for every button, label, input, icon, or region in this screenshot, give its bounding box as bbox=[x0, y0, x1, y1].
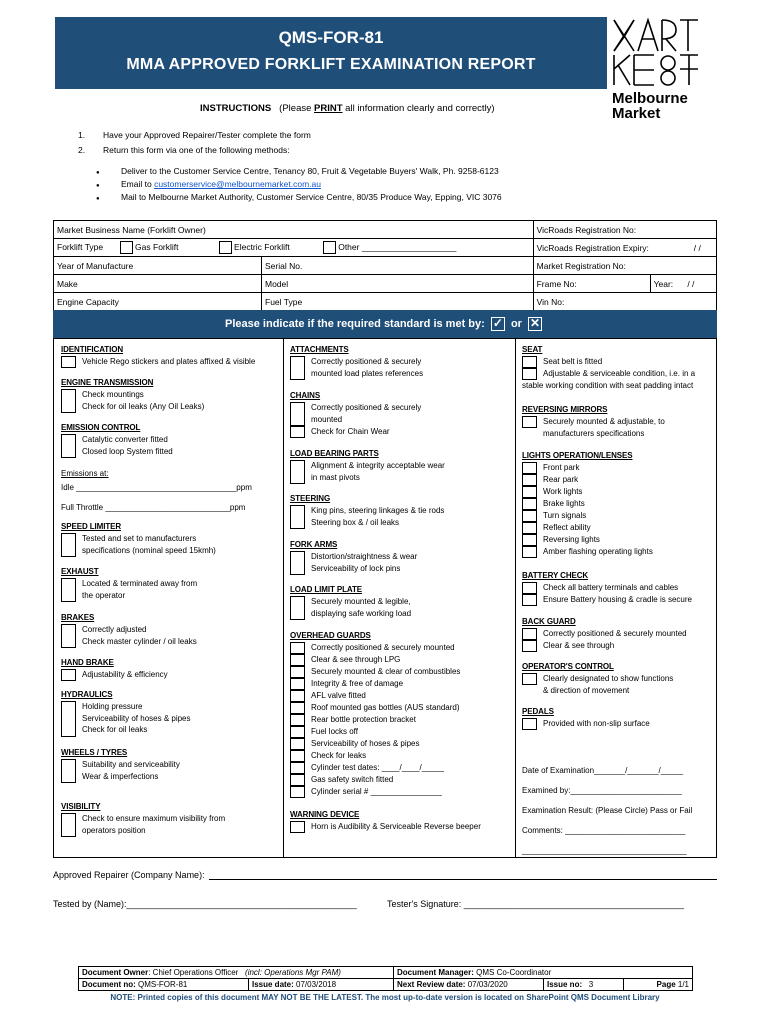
electric-label: Electric Forklift bbox=[234, 241, 290, 252]
section-heading: OPERATOR'S CONTROL bbox=[522, 662, 614, 671]
check-box[interactable] bbox=[522, 510, 537, 522]
next-review-cell: Next Review date: 07/03/2020 bbox=[394, 979, 544, 991]
section-pedals: PEDALS Provided with non-slip surface bbox=[522, 707, 650, 728]
idle-ppm-field[interactable]: Idle ____________________________________ppm bbox=[61, 483, 252, 492]
year-manufacture-field[interactable]: Year of Manufacture bbox=[54, 257, 262, 275]
check-box[interactable] bbox=[290, 356, 305, 380]
issue-no-cell: Issue no: 3 bbox=[544, 979, 624, 991]
check-box[interactable] bbox=[290, 402, 305, 426]
section-heading: OVERHEAD GUARDS bbox=[290, 631, 371, 640]
form-title: MMA APPROVED FORKLIFT EXAMINATION REPORT bbox=[126, 56, 536, 73]
section-heading: BACK GUARD bbox=[522, 617, 576, 626]
check-box[interactable] bbox=[61, 701, 76, 737]
check-box[interactable] bbox=[290, 505, 305, 529]
vehicle-info-table bbox=[53, 220, 717, 311]
approved-repairer-field[interactable] bbox=[53, 870, 717, 880]
market-reg-field[interactable]: Market Registration No: bbox=[533, 257, 716, 275]
model-field[interactable]: Model bbox=[262, 275, 534, 293]
tick-box-icon: ✓ bbox=[492, 316, 503, 331]
check-box[interactable] bbox=[522, 673, 537, 685]
check-box[interactable] bbox=[522, 582, 537, 594]
method-deliver: ● Deliver to the Customer Service Centre, Tenancy 80, Fruit & Vegetable Buyers' Walk, Ph. 9258-6123 bbox=[96, 165, 502, 178]
section-warning-device: WARNING DEVICE Horn is Audibility & Serviceable Reverse beeper bbox=[290, 810, 481, 831]
section-brakes: BRAKES Correctly adjusted Check master cylinder / oil leaks bbox=[61, 613, 197, 648]
section-hydraulics: HYDRAULICS Holding pressure Serviceability of hoses & pipes Check for oil leaks bbox=[61, 690, 191, 737]
check-box[interactable] bbox=[61, 389, 76, 413]
section-steering: STEERING King pins, steering linkages & tie rods Steering box & / oil leaks bbox=[290, 494, 444, 529]
page-cell: Page 1/1 bbox=[624, 979, 693, 991]
business-name-field[interactable]: Market Business Name (Forklift Owner) bbox=[54, 221, 534, 239]
emissions-at-label: Emissions at: bbox=[61, 469, 109, 478]
vicroads-no-field[interactable]: VicRoads Registration No: bbox=[533, 221, 716, 239]
check-box[interactable] bbox=[61, 813, 76, 837]
comments-field[interactable]: Comments: ___________________________ bbox=[522, 826, 686, 835]
section-load-limit: LOAD LIMIT PLATE Securely mounted & legible, displaying safe working load bbox=[290, 585, 411, 620]
full-throttle-ppm-field[interactable]: Full Throttle ____________________________ppm bbox=[61, 503, 246, 512]
section-heading: LOAD BEARING PARTS bbox=[290, 449, 379, 458]
section-hand-brake: HAND BRAKE Adjustability & efficiency bbox=[61, 658, 168, 679]
check-box[interactable] bbox=[290, 750, 305, 762]
check-box[interactable] bbox=[522, 522, 537, 534]
section-engine-transmission: ENGINE TRANSMISSION Check mountings Check for oil leaks (Any Oil Leaks) bbox=[61, 378, 204, 413]
check-box[interactable] bbox=[522, 534, 537, 546]
section-heading: BRAKES bbox=[61, 613, 95, 622]
email-link[interactable]: customerservice@melbournemarket.com.au bbox=[154, 179, 321, 189]
step-2: 2. Return this form via one of the following methods: bbox=[78, 145, 290, 155]
section-heading: LIGHTS OPERATION/LENSES bbox=[522, 451, 633, 460]
checklist-column-2 bbox=[284, 339, 516, 857]
check-box[interactable] bbox=[290, 642, 305, 654]
check-box[interactable] bbox=[290, 654, 305, 666]
section-reversing-mirrors: REVERSING MIRRORS Securely mounted & adjustable, to manufacturers specifications bbox=[522, 405, 665, 438]
section-back-guard: BACK GUARD Correctly positioned & securely mounted Clear & see through bbox=[522, 617, 687, 650]
section-overhead-guards: OVERHEAD GUARDS Correctly positioned & securely mounted Clear & see through LPG Securely mounted & clear of combustibles Integrity & free of damage AFL valve fitted Roof mounted gas bottles (AUS standard) Rear bottle protection bracket Fuel locks off Serviceability of hoses & pipes Check for leaks Cylinder test dates: ____/____/_____ Gas safety switch fitted Cylinder serial # ________________ bbox=[290, 631, 461, 796]
other-label: Other ____________________ bbox=[338, 241, 457, 252]
section-heading: FORK ARMS bbox=[290, 540, 338, 549]
section-attachments: ATTACHMENTS Correctly positioned & securely mounted load plates references bbox=[290, 345, 423, 380]
approved-repairer-line[interactable] bbox=[209, 870, 717, 880]
check-box[interactable] bbox=[290, 714, 305, 726]
cross-box-icon: ✕ bbox=[529, 316, 541, 331]
instructions-label: INSTRUCTIONS bbox=[200, 103, 272, 114]
section-operators-control: OPERATOR'S CONTROL Clearly designated to show functions & direction of movement bbox=[522, 662, 674, 695]
forklift-type-row bbox=[54, 239, 534, 257]
section-heading: HYDRAULICS bbox=[61, 690, 113, 699]
melbourne-market-logo bbox=[612, 17, 717, 127]
form-code: QMS-FOR-81 bbox=[278, 28, 384, 47]
title-banner bbox=[55, 17, 607, 89]
document-no-cell: Document no: QMS-FOR-81 bbox=[79, 979, 249, 991]
section-lights: LIGHTS OPERATION/LENSES Front park Rear park Work lights Brake lights Turn signals Reflect ability Reversing lights Amber flashing operating lights bbox=[522, 451, 653, 556]
logo-text-market: Market bbox=[612, 105, 661, 122]
section-load-bearing: LOAD BEARING PARTS Alignment & integrity acceptable wear in mast pivots bbox=[290, 449, 445, 484]
check-box[interactable] bbox=[290, 774, 305, 786]
section-heading: LOAD LIMIT PLATE bbox=[290, 585, 363, 594]
check-box[interactable] bbox=[61, 434, 76, 458]
check-box[interactable] bbox=[290, 738, 305, 750]
section-heading: PEDALS bbox=[522, 707, 554, 716]
check-box[interactable] bbox=[61, 669, 76, 681]
section-heading: SEAT bbox=[522, 345, 543, 354]
vin-field[interactable]: Vin No: bbox=[533, 293, 716, 311]
check-box[interactable] bbox=[61, 578, 76, 602]
check-box[interactable] bbox=[522, 356, 537, 368]
section-identification bbox=[61, 345, 255, 368]
printed-copy-note: NOTE: Printed copies of this document MAY NOT BE THE LATEST. The most up-to-date version is located on SharePoint QMS Document Library bbox=[110, 993, 660, 1002]
section-heading: REVERSING MIRRORS bbox=[522, 405, 608, 414]
standard-met-banner bbox=[53, 310, 717, 338]
check-box[interactable] bbox=[290, 678, 305, 690]
check-box[interactable] bbox=[61, 624, 76, 648]
section-heading: STEERING bbox=[290, 494, 331, 503]
check-box[interactable] bbox=[290, 762, 305, 774]
check-box[interactable] bbox=[290, 821, 305, 833]
methods-list bbox=[96, 165, 502, 204]
instructions-post: all information clearly and correctly) bbox=[342, 103, 495, 114]
check-box[interactable] bbox=[522, 498, 537, 510]
section-heading: SPEED LIMITER bbox=[61, 522, 122, 531]
method-email: ● Email to customerservice@melbournemarket.com.au bbox=[96, 178, 502, 191]
check-box[interactable] bbox=[522, 462, 537, 474]
instructions-print: PRINT bbox=[314, 103, 343, 114]
date-of-examination-field[interactable]: Date of Examination_______/_______/_____ bbox=[522, 766, 684, 775]
check-box[interactable] bbox=[61, 533, 76, 557]
section-exhaust: EXHAUST Located & terminated away from the operator bbox=[61, 567, 197, 602]
checklist-column-3 bbox=[516, 339, 716, 857]
document-control-table bbox=[78, 966, 693, 991]
check-box[interactable] bbox=[290, 551, 305, 575]
document-manager-cell: Document Manager: QMS Co-Coordinator bbox=[394, 967, 693, 979]
section-heading: ATTACHMENTS bbox=[290, 345, 349, 354]
steps-list bbox=[78, 128, 311, 158]
examined-by-field[interactable]: Examined by:_________________________ bbox=[522, 786, 682, 795]
document-owner-cell: Document Owner: Chief Operations Officer (incl: Operations Mgr PAM) bbox=[79, 967, 394, 979]
check-box[interactable] bbox=[290, 786, 305, 798]
check-box[interactable] bbox=[522, 368, 537, 380]
inspection-checklist bbox=[53, 338, 717, 858]
check-box[interactable] bbox=[522, 546, 537, 558]
section-heading: WARNING DEVICE bbox=[290, 810, 360, 819]
section-heading: BATTERY CHECK bbox=[522, 571, 589, 580]
gas-checkbox[interactable] bbox=[120, 241, 133, 254]
section-battery-check: BATTERY CHECK Check all battery terminals and cables Ensure Battery housing & cradle is secure bbox=[522, 571, 692, 604]
section-emission-control: EMISSION CONTROL Catalytic converter fitted Closed loop System fitted bbox=[61, 423, 173, 458]
logo-text-melbourne: Melbourne bbox=[612, 90, 688, 107]
section-seat: SEAT Seat belt is fitted Adjustable & serviceable condition, i.e. in a stable working condition with seat padding intact bbox=[522, 345, 712, 392]
tested-by-field[interactable]: Tested by (Name):______________________________________________ bbox=[53, 899, 357, 909]
section-fork-arms: FORK ARMS Distortion/straightness & wear Serviceability of lock pins bbox=[290, 540, 417, 575]
check-box[interactable] bbox=[522, 486, 537, 498]
check-box[interactable] bbox=[522, 718, 537, 730]
year-field[interactable]: Year: / / bbox=[650, 275, 716, 293]
section-heading: WHEELS / TYRES bbox=[61, 748, 128, 757]
electric-checkbox[interactable] bbox=[219, 241, 232, 254]
approved-repairer-label: Approved Repairer (Company Name): bbox=[53, 870, 205, 880]
section-speed-limiter: SPEED LIMITER Tested and set to manufacturers specifications (nominal speed 15kmh) bbox=[61, 522, 216, 557]
check-item: Vehicle Rego stickers and plates affixed & visible bbox=[82, 357, 256, 366]
examination-result-field[interactable]: Examination Result: (Please Circle) Pass or Fail bbox=[522, 806, 693, 815]
instructions-line bbox=[200, 103, 495, 114]
band-text: Please indicate if the required standard is met by: bbox=[225, 318, 485, 330]
section-heading: ENGINE TRANSMISSION bbox=[61, 378, 154, 387]
issue-date-cell: Issue date: 07/03/2018 bbox=[249, 979, 394, 991]
section-heading: VISIBILITY bbox=[61, 802, 101, 811]
instructions-pre: (Please bbox=[279, 103, 315, 114]
section-heading: EXHAUST bbox=[61, 567, 99, 576]
check-box[interactable] bbox=[290, 426, 305, 438]
section-heading: HAND BRAKE bbox=[61, 658, 114, 667]
section-heading: IDENTIFICATION bbox=[61, 345, 124, 354]
section-heading: EMISSION CONTROL bbox=[61, 423, 141, 432]
engine-capacity-field[interactable]: Engine Capacity bbox=[54, 293, 262, 311]
make-field[interactable]: Make bbox=[54, 275, 262, 293]
section-visibility: VISIBILITY Check to ensure maximum visibility from operators position bbox=[61, 802, 225, 837]
frame-field[interactable]: Frame No: bbox=[533, 275, 650, 293]
check-box[interactable] bbox=[290, 460, 305, 484]
check-box[interactable] bbox=[522, 416, 537, 428]
section-chains: CHAINS Correctly positioned & securely mounted Check for Chain Wear bbox=[290, 391, 422, 436]
checklist-column-1 bbox=[54, 339, 284, 857]
check-box[interactable] bbox=[522, 628, 537, 640]
forklift-type-label: Forklift Type bbox=[57, 241, 104, 252]
logo-mark-icon bbox=[612, 17, 717, 87]
check-box[interactable] bbox=[522, 594, 537, 606]
step-1: 1. Have your Approved Repairer/Tester complete the form bbox=[78, 130, 311, 140]
section-heading: CHAINS bbox=[290, 391, 321, 400]
check-box[interactable] bbox=[61, 759, 76, 783]
method-mail: ● Mail to Melbourne Market Authority, Customer Service Centre, 80/35 Produce Way, Epping, VIC 3076 bbox=[96, 191, 502, 204]
fuel-type-field[interactable]: Fuel Type bbox=[262, 293, 534, 311]
band-or: or bbox=[510, 318, 522, 330]
check-box[interactable] bbox=[290, 596, 305, 620]
other-checkbox[interactable] bbox=[323, 241, 336, 254]
tester-signature-field[interactable]: Tester's Signature: ____________________________________________ bbox=[387, 899, 684, 909]
comments-line[interactable]: _____________________________________ bbox=[522, 846, 687, 855]
gas-label: Gas Forklift bbox=[135, 241, 179, 252]
serial-field[interactable]: Serial No. bbox=[262, 257, 534, 275]
vicroads-expiry-field[interactable]: VicRoads Registration Expiry: / / bbox=[533, 239, 716, 257]
check-box[interactable] bbox=[290, 726, 305, 738]
check-item-continued: stable working condition with seat padding intact bbox=[522, 381, 694, 390]
section-wheels-tyres: WHEELS / TYRES Suitability and serviceability Wear & imperfections bbox=[61, 748, 180, 783]
check-box[interactable] bbox=[522, 474, 537, 486]
check-box[interactable] bbox=[290, 690, 305, 702]
check-box[interactable] bbox=[61, 356, 76, 368]
check-box[interactable] bbox=[290, 702, 305, 714]
check-box[interactable] bbox=[522, 640, 537, 652]
check-box[interactable] bbox=[290, 666, 305, 678]
